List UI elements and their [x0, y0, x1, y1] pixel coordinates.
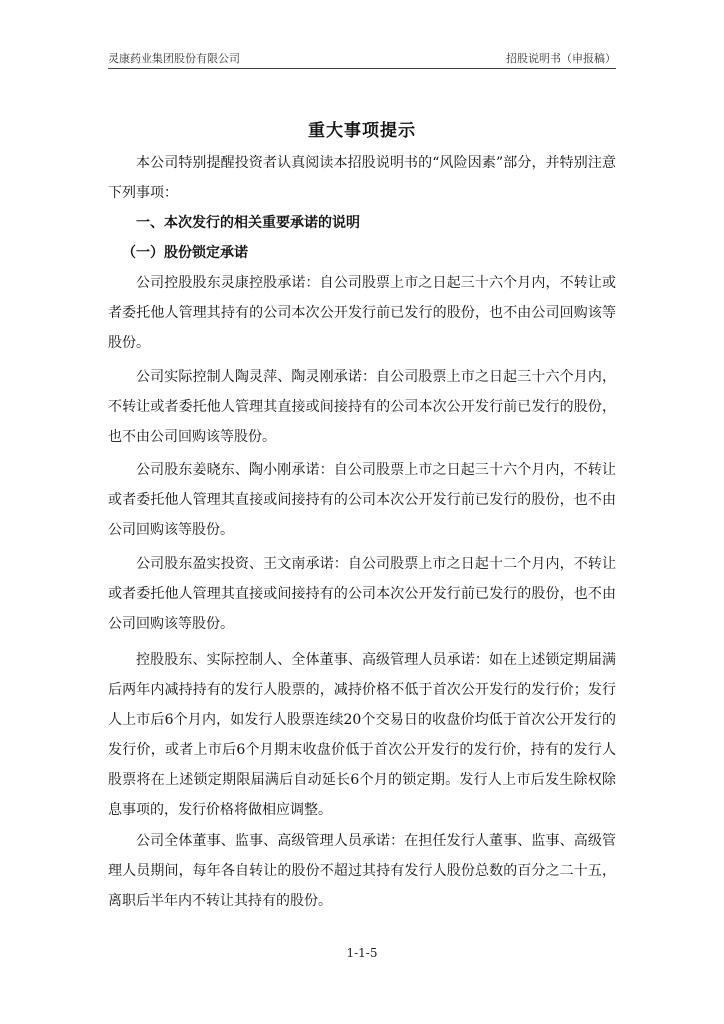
header-company-name: 灵康药业集团股份有限公司 [108, 52, 240, 65]
paragraph-shareholders-jiang-tao: 公司股东姜晓东、陶小刚承诺：自公司股票上市之日起三十六个月内，不转让或者委托他人管理其直接或间接持有的公司本次公开发行前已发行的股份，也不由公司回购该等股份。 [108, 462, 616, 538]
paragraph-reduction-commitment: 控股股东、实际控制人、全体董事、高级管理人员承诺：如在上述锁定期届满后两年内减持持有的发行人股票的，减持价格不低于首次公开发行的发行价；发行人上市后6个月内，如发行人股票连续20个交易日的收盘价均低于首次公开发行的发行价，或者上市后6个月期末收盘价低于首次公开发行的发行价，持有的发行人股票将在上述锁定期限届满后自动延长6个月的锁定期。发行人上市后发生除权除息事项的，发行价格将做相应调整。 [108, 652, 616, 818]
page-header [108, 50, 616, 69]
paragraph-shareholders-yingshi-wang: 公司股东盈实投资、王文南承诺：自公司股票上市之日起十二个月内，不转让或者委托他人管理其直接或间接持有的公司本次公开发行前已发行的股份，也不由公司回购该等股份。 [108, 556, 616, 632]
paragraph-directors-commitment: 公司全体董事、监事、高级管理人员承诺：在担任发行人董事、监事、高级管理人员期间，每年各自转让的股份不超过其持有发行人股份总数的百分之二十五，离职后半年内不转让其持有的股份。 [108, 833, 616, 909]
subsection-heading-share-lockup: （一）股份锁定承诺 [122, 245, 248, 261]
section-heading-commitments: 一、本次发行的相关重要承诺的说明 [136, 215, 360, 231]
page-title: 重大事项提示 [308, 121, 416, 141]
header-document-name: 招股说明书（申报稿） [506, 52, 616, 65]
intro-paragraph: 本公司特别提醒投资者认真阅读本招股说明书的“风险因素”部分，并特别注意下列事项： [108, 155, 616, 201]
paragraph-actual-controllers: 公司实际控制人陶灵萍、陶灵刚承诺：自公司股票上市之日起三十六个月内，不转让或者委托他人管理其直接或间接持有的公司本次公开发行前已发行的股份，也不由公司回购该等股份。 [108, 369, 616, 445]
paragraph-controlling-shareholder: 公司控股股东灵康控股承诺：自公司股票上市之日起三十六个月内，不转让或者委托他人管理其持有的公司本次公开发行前已发行的股份，也不由公司回购该等股份。 [108, 275, 616, 351]
page-number: 1-1-5 [346, 946, 378, 960]
